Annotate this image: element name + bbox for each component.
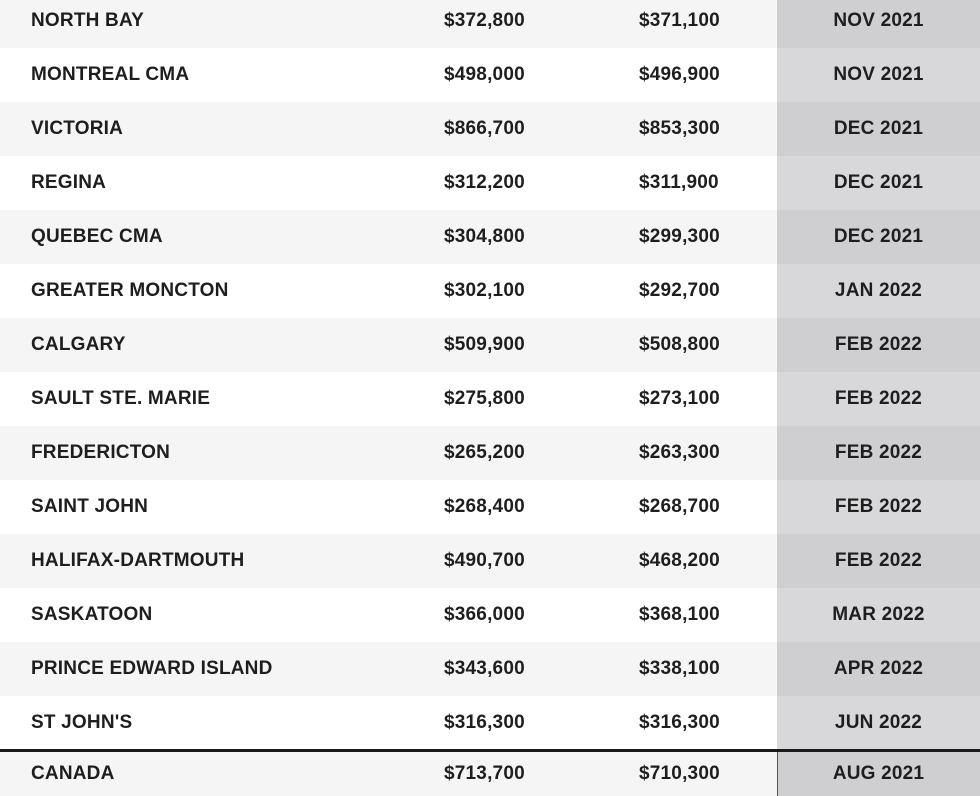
total-value-1: $713,700	[444, 763, 525, 784]
table-row	[0, 588, 980, 642]
region-name: FREDERICTON	[31, 442, 171, 463]
price-value-2: $853,300	[639, 118, 720, 139]
price-value-2: $496,900	[639, 64, 720, 85]
price-value-2: $273,100	[639, 388, 720, 409]
total-date-cell	[777, 752, 980, 796]
price-value-1: $312,200	[444, 172, 525, 193]
date-cell	[777, 210, 980, 264]
price-value-2: $299,300	[639, 226, 720, 247]
table-row	[0, 264, 980, 318]
region-name: PRINCE EDWARD ISLAND	[31, 658, 273, 679]
region-name: SASKATOON	[31, 604, 153, 625]
date-value: DEC 2021	[833, 118, 924, 139]
price-value-1: $302,100	[444, 280, 525, 301]
date-cell	[777, 0, 980, 48]
table-row	[0, 210, 980, 264]
total-row	[0, 752, 980, 796]
date-value: FEB 2022	[834, 334, 923, 355]
date-value: FEB 2022	[834, 388, 923, 409]
price-value-1: $316,300	[444, 712, 525, 733]
price-value-1: $366,000	[444, 604, 525, 625]
date-cell	[777, 102, 980, 156]
table-row	[0, 534, 980, 588]
table-row	[0, 372, 980, 426]
region-name: GREATER MONCTON	[31, 280, 229, 301]
date-cell	[777, 372, 980, 426]
price-value-1: $304,800	[444, 226, 525, 247]
table-row	[0, 156, 980, 210]
date-value: MAR 2022	[832, 604, 925, 625]
region-name: MONTREAL CMA	[31, 64, 190, 85]
region-name: QUEBEC CMA	[31, 226, 163, 247]
date-value: FEB 2022	[834, 496, 923, 517]
table-row	[0, 48, 980, 102]
date-cell	[777, 318, 980, 372]
region-name: NORTH BAY	[31, 10, 144, 31]
region-name: REGINA	[31, 172, 107, 193]
price-value-2: $311,900	[639, 172, 719, 193]
date-cell	[777, 48, 980, 102]
price-value-1: $268,400	[444, 496, 525, 517]
table-row	[0, 426, 980, 480]
region-name: VICTORIA	[31, 118, 124, 139]
price-value-1: $498,000	[444, 64, 525, 85]
date-cell	[777, 264, 980, 318]
region-name: HALIFAX-DARTMOUTH	[31, 550, 245, 571]
price-value-2: $468,200	[639, 550, 720, 571]
region-name: SAULT STE. MARIE	[31, 388, 211, 409]
price-value-2: $263,300	[639, 442, 720, 463]
table-row	[0, 318, 980, 372]
table-row	[0, 480, 980, 534]
table-row	[0, 642, 980, 696]
price-value-1: $275,800	[444, 388, 525, 409]
date-value: DEC 2021	[833, 172, 924, 193]
price-value-1: $509,900	[444, 334, 525, 355]
price-value-1: $490,700	[444, 550, 525, 571]
date-cell	[777, 156, 980, 210]
price-value-2: $508,800	[639, 334, 720, 355]
date-value: FEB 2022	[834, 550, 923, 571]
date-value: DEC 2021	[833, 226, 924, 247]
price-value-1: $343,600	[444, 658, 525, 679]
date-value: NOV 2021	[833, 64, 924, 85]
total-region: CANADA	[31, 763, 115, 784]
region-name: ST JOHN'S	[31, 712, 133, 733]
region-name: SAINT JOHN	[31, 496, 149, 517]
date-value: FEB 2022	[834, 442, 923, 463]
date-value: NOV 2021	[833, 10, 924, 31]
table-row	[0, 0, 980, 48]
table-row	[0, 696, 980, 750]
price-value-1: $265,200	[444, 442, 525, 463]
price-value-2: $292,700	[639, 280, 720, 301]
total-value-2: $710,300	[639, 763, 720, 784]
price-value-2: $371,100	[639, 10, 720, 31]
price-value-1: $866,700	[444, 118, 525, 139]
date-cell	[777, 480, 980, 534]
price-value-2: $316,300	[639, 712, 720, 733]
region-name: CALGARY	[31, 334, 126, 355]
date-value: JAN 2022	[834, 280, 923, 301]
price-value-2: $368,100	[639, 604, 720, 625]
price-value-2: $268,700	[639, 496, 720, 517]
price-value-2: $338,100	[639, 658, 720, 679]
table-row	[0, 102, 980, 156]
date-value: APR 2022	[833, 658, 924, 679]
total-date: AUG 2021	[832, 763, 925, 784]
date-cell	[777, 426, 980, 480]
date-cell	[777, 534, 980, 588]
date-value: JUN 2022	[834, 712, 923, 733]
price-value-1: $372,800	[444, 10, 525, 31]
date-cell	[777, 588, 980, 642]
date-cell	[777, 696, 980, 750]
date-cell	[777, 642, 980, 696]
